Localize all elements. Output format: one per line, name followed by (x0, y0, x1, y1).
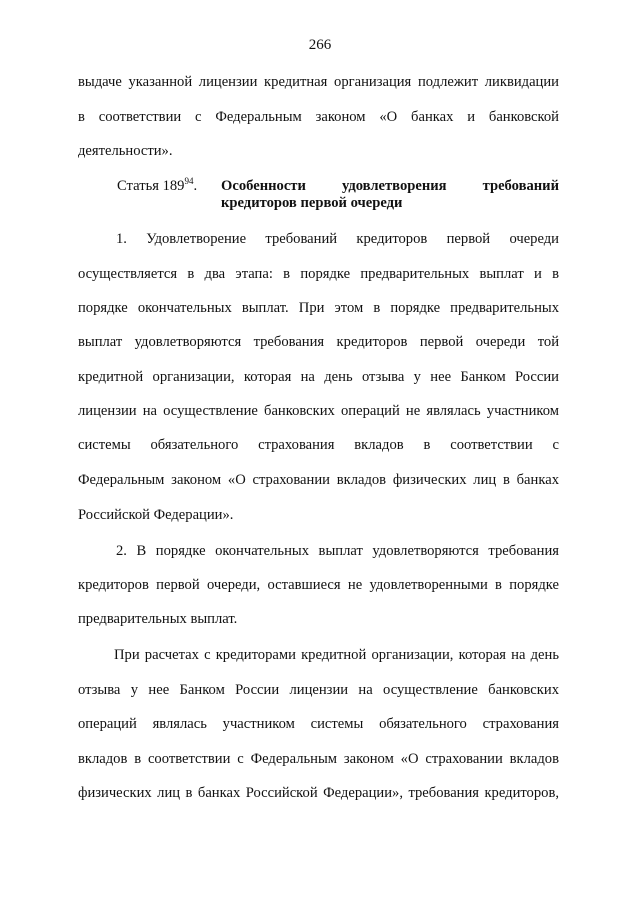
paragraph-1-line-3: порядке окончательных выплат. При этом в порядке предварительных (78, 300, 559, 316)
intro-line-3: деятельности». (78, 143, 173, 159)
paragraph-1-line-5: кредитной организации, которая на день отзыва у нее Банком России (78, 369, 559, 385)
paragraph-2-line-2: кредиторов первой очереди, оставшиеся не удовлетворенными в порядке (78, 577, 559, 593)
paragraph-1-line-8: Федеральным законом «О страховании вкладов физических лиц в банках (78, 472, 559, 488)
article-label-suffix: . (193, 178, 198, 194)
paragraph-3-line-3: операций являлась участником системы обязательного страхования (78, 716, 559, 732)
paragraph-1-line-2: осуществляется в два этапа: в порядке предварительных выплат и в (78, 266, 559, 282)
intro-line-1: выдаче указанной лицензии кредитная организация подлежит ликвидации (78, 74, 559, 90)
article-title-line-1: Особенности удовлетворения требований (221, 178, 559, 194)
paragraph-2-line-3: предварительных выплат. (78, 611, 238, 627)
page-number: 266 (308, 37, 332, 53)
paragraph-3-line-2: отзыва у нее Банком России лицензии на осуществление банковских (78, 682, 559, 698)
article-number: Статья 189 (117, 178, 185, 194)
paragraph-3-line-1: При расчетах с кредиторами кредитной организации, которая на день (114, 647, 559, 663)
paragraph-2-line-1: 2. В порядке окончательных выплат удовлетворяются требования (116, 543, 559, 559)
paragraph-1-line-4: выплат удовлетворяются требования кредиторов первой очереди той (78, 334, 559, 350)
paragraph-1-line-7: системы обязательного страхования вкладов в соответствии с (78, 437, 559, 453)
article-label (117, 176, 197, 196)
paragraph-3-line-5: физических лиц в банках Российской Федерации», требования кредиторов, (78, 785, 559, 801)
article-superscript: 94 (184, 176, 194, 186)
paragraph-1-line-1: 1. Удовлетворение требований кредиторов первой очереди (116, 231, 559, 247)
paragraph-1-line-9: Российской Федерации». (78, 507, 234, 523)
paragraph-3-line-4: вкладов в соответствии с Федеральным законом «О страховании вкладов (78, 751, 559, 767)
paragraph-1-line-6: лицензии на осуществление банковских операций не являлась участником (78, 403, 559, 419)
intro-line-2: в соответствии с Федеральным законом «О банках и банковской (78, 109, 559, 125)
article-title-line-2: кредиторов первой очереди (221, 195, 403, 211)
